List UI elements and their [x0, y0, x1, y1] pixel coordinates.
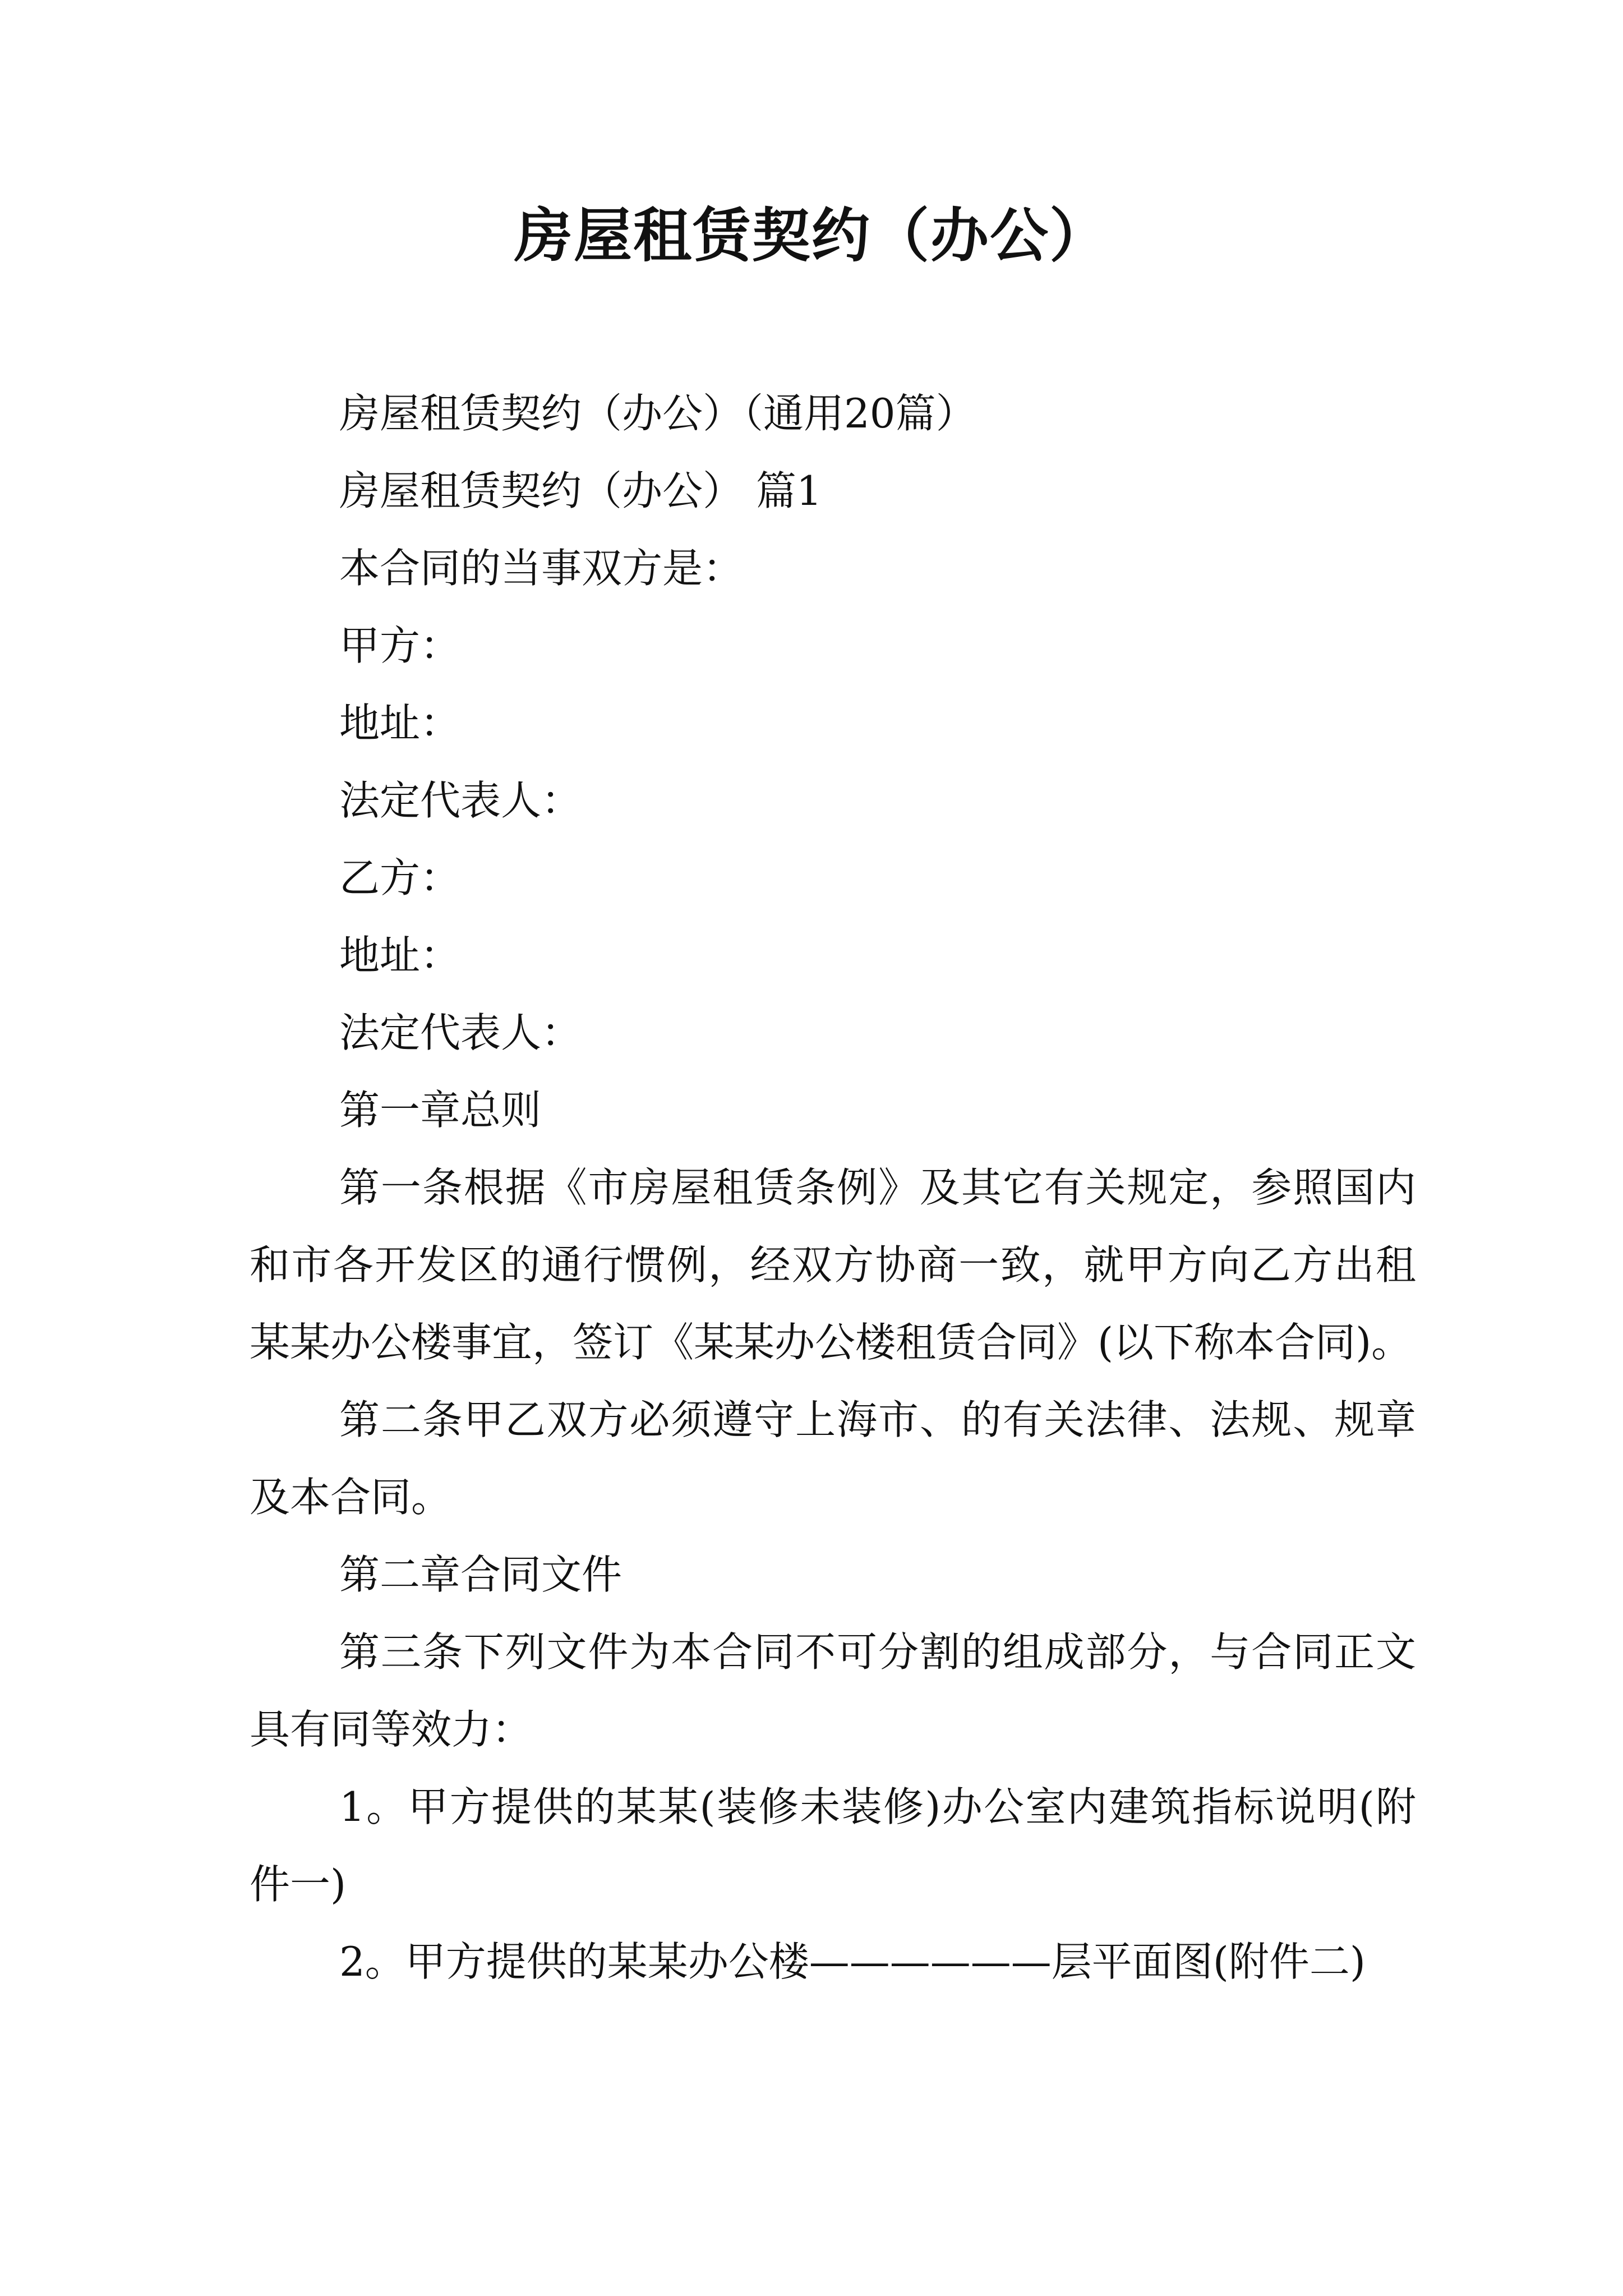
paragraph-party-b: 乙方： — [339, 854, 461, 901]
paragraph-article-2: 第二条甲乙双方必须遵守上海市、的有关法律、法规、规章及本合同。 — [250, 1396, 1416, 1521]
paragraph-chapter-1: 第一章总则 — [339, 1087, 542, 1134]
paragraph-article-3: 第三条下列文件为本合同不可分割的组成部分，与合同正文具有同等效力： — [250, 1628, 1416, 1753]
paragraph-attachment-1: 1。甲方提供的某某(装修未装修)办公室内建筑指标说明(附件一) — [250, 1783, 1416, 1908]
paragraph-parties-intro: 本合同的当事双方是： — [339, 545, 744, 592]
paragraph-attachment-2: 2。甲方提供的某某办公楼——————层平面图(附件二) — [339, 1938, 1366, 1985]
paragraph-article-1: 第一条根据《市房屋租赁条例》及其它有关规定，参照国内和市各开发区的通行惯例，经双方协商一致，就甲方向乙方出租某某办公楼事宜，签订《某某办公楼租赁合同》(以下称本合同)。 — [250, 1164, 1416, 1366]
paragraph-party-b-representative: 法定代表人： — [339, 1009, 582, 1056]
paragraph-section-heading: 房屋租赁契约（办公） 篇1 — [339, 467, 822, 514]
paragraph-subtitle: 房屋租赁契约（办公）（通用20篇） — [339, 390, 976, 437]
document-body — [250, 375, 1416, 2000]
paragraph-party-a: 甲方： — [339, 622, 461, 669]
document-title: 房屋租赁契约（办公） — [514, 201, 1109, 270]
paragraph-party-a-representative: 法定代表人： — [339, 777, 582, 824]
paragraph-party-a-address: 地址： — [339, 700, 461, 747]
paragraph-party-b-address: 地址： — [339, 932, 461, 979]
paragraph-chapter-2: 第二章合同文件 — [339, 1551, 623, 1598]
